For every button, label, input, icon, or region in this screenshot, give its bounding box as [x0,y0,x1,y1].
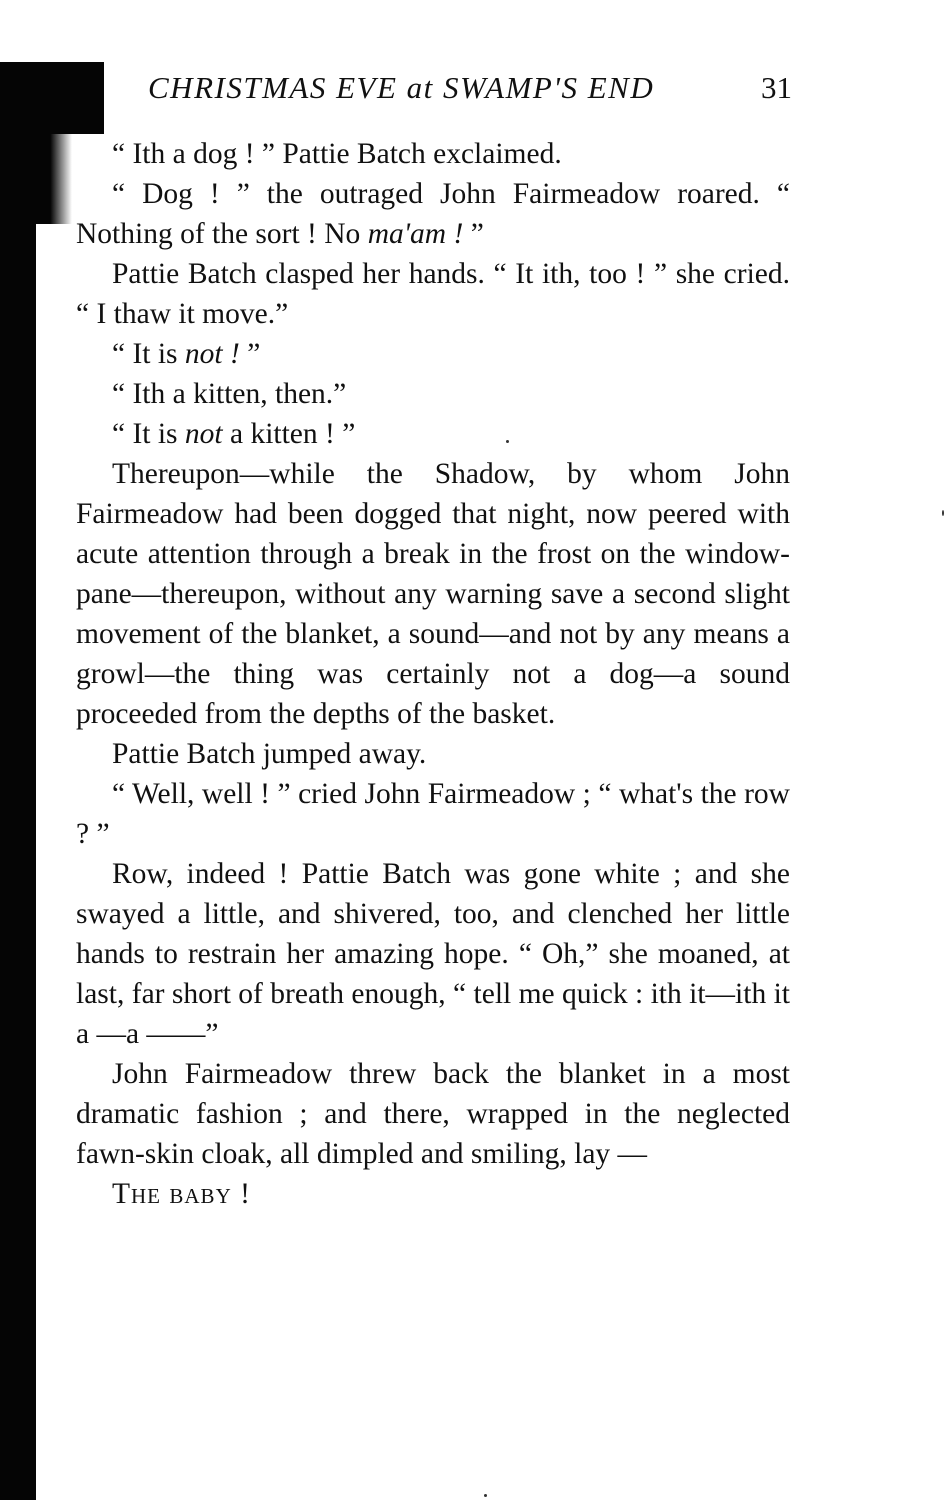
text-run: “ It is [112,338,185,370]
paragraph [76,414,790,454]
page-binding-shadow [0,62,36,1500]
italic-text: ma'am ! [367,218,464,250]
text-run: Thereupon—while the Shadow, by whom John Fairmeadow had been dogged that night, now peered with acute attention through a break in the frost on the window-pane—thereupon, without any warning save a second slight movement of the blanket, a sound—and not by any means a growl—the thing was certainly not a dog—a sound proceeded from the depths of the basket. [76,458,790,730]
body-text [76,134,790,1214]
running-head-title: CHRISTMAS EVE at SWAMP'S END [148,70,655,105]
text-run: Row, indeed ! Pattie Batch was gone white ; and she swayed a little, and shivered, too, and clenched her little hands to restrain her amazing hope. “ Oh,” she moaned, at last, far short of breath enough, “ tell me quick : ith it—ith it a —a ——” [76,858,790,1050]
running-head [148,70,798,114]
paragraph [76,734,790,774]
italic-text: not [184,418,223,450]
paragraph [76,134,790,174]
paragraph [76,774,790,854]
small-caps-text: The baby ! [112,1178,251,1210]
paragraph [76,854,790,1054]
text-run: “ It is [112,418,185,450]
text-run: ” [463,218,484,250]
text-run: Pattie Batch jumped away. [112,738,427,770]
paragraph [76,334,790,374]
paragraph [76,1174,790,1214]
text-run: “ Dog ! ” the outraged John Fairmeadow roared. “ Nothing of the sort ! No [76,178,790,250]
paragraph [76,454,790,734]
paragraph [76,174,790,254]
italic-text: not ! [184,338,240,370]
text-run: “ Ith a kitten, then.” [112,378,347,410]
print-speck [484,1494,487,1497]
text-run: Pattie Batch clasped her hands. “ It ith, too ! ” she cried. “ I thaw it move.” [76,258,790,330]
page-binding-shadow-taper [36,134,72,224]
text-run: John Fairmeadow threw back the blanket in a most dramatic fashion ; and there, wrapped in the neglected fawn-skin cloak, all dimpled and smiling, lay — [76,1058,790,1170]
text-run: a kitten ! ” [222,418,356,450]
print-speck [506,440,509,443]
print-speck [942,510,944,516]
paragraph [76,1054,790,1174]
paragraph [76,254,790,334]
text-run: “ Ith a dog ! ” Pattie Batch exclaimed. [112,138,562,170]
text-run: ” [239,338,261,370]
page-number: 31 [761,70,792,105]
text-run: “ Well, well ! ” cried John Fairmeadow ; “ what's the row ? ” [76,778,790,850]
page-binding-shadow-top [36,62,104,134]
paragraph [76,374,790,414]
